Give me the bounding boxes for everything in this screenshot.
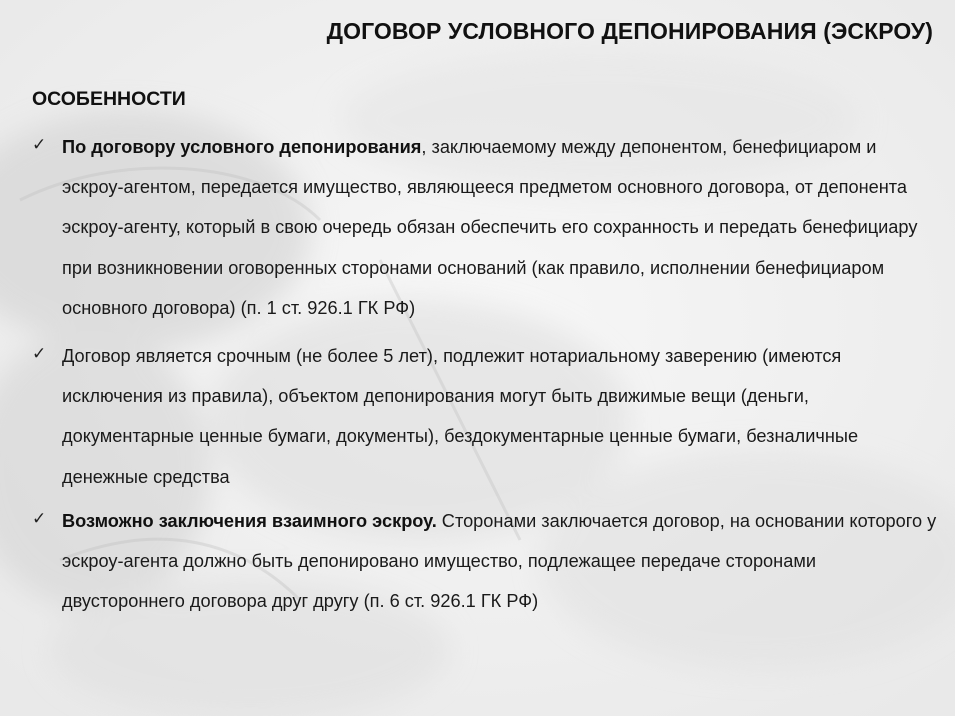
bullet-item	[32, 127, 937, 328]
bullet-body-text: Сторонами заключается договор, на основании которого у эскроу-агента должно быть депонировано имущество, подлежащее передаче сторонами двустороннего договора друг другу (п. 6 ст. 926.1 ГК РФ)	[62, 510, 937, 612]
bullet-list	[32, 127, 937, 629]
checkmark-icon: ✓	[32, 135, 47, 154]
bullet-lead-text: По договору условного депонирования	[62, 137, 422, 157]
section-heading: ОСОБЕННОСТИ	[32, 88, 186, 110]
bullet-lead-text: Возможно заключения взаимного эскроу.	[62, 510, 437, 531]
slide-title: ДОГОВОР УСЛОВНОГО ДЕПОНИРОВАНИЯ (ЭСКРОУ)	[326, 18, 933, 44]
bullet-item	[32, 501, 937, 622]
bullet-item	[32, 336, 937, 497]
checkmark-icon: ✓	[32, 344, 47, 364]
checkmark-icon: ✓	[32, 508, 47, 528]
bullet-body-text: Договор является срочным (не более 5 лет), подлежит нотариальному заверению (имеются исключения из правила), объектом депонирования могут быть движимые вещи (деньги, документарные ценные бумаги, документы), бездокументарные ценные бумаги, безналичные денежные средства	[62, 346, 859, 487]
bullet-body-text: , заключаемому между депонентом, бенефициаром и эскроу-агентом, передается имущество, являющееся предметом основного договора, от депонента эскроу-агенту, который в свою очередь обязан обеспечить его сохранность и передать бенефициару при возникновении оговоренных сторонами оснований (как правило, исполнении бенефициаром основного договора) (п. 1 ст. 926.1 ГК РФ)	[62, 137, 918, 318]
